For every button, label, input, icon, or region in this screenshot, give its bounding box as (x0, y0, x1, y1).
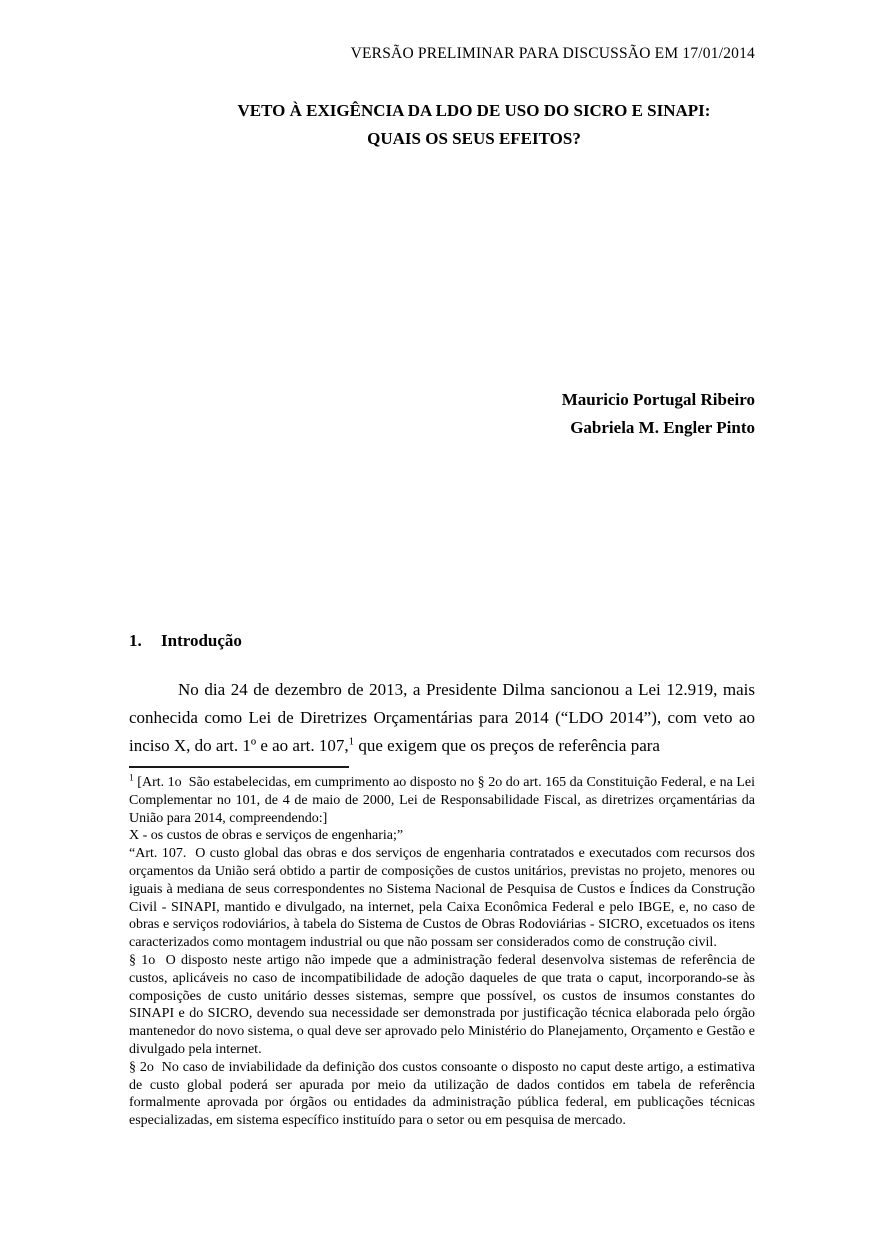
footnote-text: [Art. 1o São estabelecidas, em cumprimento ao disposto no § 2o do art. 165 da Constituição Federal, e na Lei Complementar no 101, de 4 de maio de 2000, Lei de Responsabilidade Fiscal, as diretrizes orçamentárias da União para 2014, compreendendo:] (129, 775, 759, 826)
footnote-block (129, 773, 759, 1130)
paper-title-line-2: QUAIS OS SEUS EFEITOS? (367, 129, 581, 148)
intro-paragraph-text-after-ref: que exigem que os preços de referência para (354, 736, 660, 755)
intro-paragraph (129, 676, 760, 760)
intro-paragraph-text-before-ref: No dia 24 de dezembro de 2013, a Presidente Dilma sancionou a Lei 12.919, mais conhecida como Lei de Diretrizes Orçamentárias para 2014 (“LDO 2014”), com veto ao inciso X, do art. 1º e ao art. 107, (129, 680, 760, 755)
footnote-reference-1: 1 (348, 735, 355, 748)
footnote-paragraph: “Art. 107. O custo global das obras e dos serviços de engenharia contratados e executados com recursos dos orçamentos da União será obtido a partir de composições de custos unitários, previstas no projeto, menores ou iguais à mediana de seus correspondentes no Sistema Nacional de Pesquisa de Custos e Índices da Construção Civil - SINAPI, mantido e divulgado, na internet, pela Caixa Econômica Federal e pelo IBGE, e, no caso de obras e serviços rodoviários, à tabela do Sistema de Custos de Obras Rodoviárias - SICRO, excetuados os itens caracterizados como montagem industrial ou que não possam ser considerados como de construção civil. (129, 846, 759, 951)
section-heading-introduction (129, 630, 755, 652)
section-number: 1. (129, 631, 142, 650)
authors-block (129, 386, 755, 442)
author-name: Gabriela M. Engler Pinto (570, 418, 755, 437)
footnote-paragraph: X - os custos de obras e serviços de engenharia;” (129, 828, 404, 844)
paper-title-line-1: VETO À EXIGÊNCIA DA LDO DE USO DO SICRO E SINAPI: (237, 101, 711, 120)
footnote-paragraph: § 1o O disposto neste artigo não impede que a administração federal desenvolva sistemas de referência de custos, aplicáveis no caso de incompatibilidade de adoção daqueles de que trata o caput, incorporando-se às composições de custo unitário desses sistemas, sempre que possível, os custos de insumos constantes do SINAPI e do SICRO, devendo sua necessidade ser demonstrada por justificação técnica elaborada pelo órgão mantenedor do novo sistema, o qual deve ser aprovado pelo Ministério do Planejamento, Orçamento e Gestão e divulgado pela internet. (129, 952, 759, 1057)
paper-title (129, 97, 755, 153)
section-title: Introdução (161, 631, 242, 650)
author-name: Mauricio Portugal Ribeiro (561, 390, 755, 409)
footnote-separator-rule (129, 766, 349, 768)
footnote-marker-1: 1 (129, 773, 134, 784)
version-header: VERSÃO PRELIMINAR PARA DISCUSSÃO EM 17/01/2014 (350, 45, 755, 62)
footnote-paragraph (129, 773, 759, 827)
footnote-paragraph: § 2o No caso de inviabilidade da definição dos custos consoante o disposto no caput deste artigo, a estimativa de custo global poderá ser apurada por meio da utilização de dados contidos em tabela de referência formalmente aprovada por órgãos ou entidades da administração pública federal, em publicações técnicas especializadas, em sistema específico instituído para o setor ou em pesquisa de mercado. (129, 1059, 759, 1129)
